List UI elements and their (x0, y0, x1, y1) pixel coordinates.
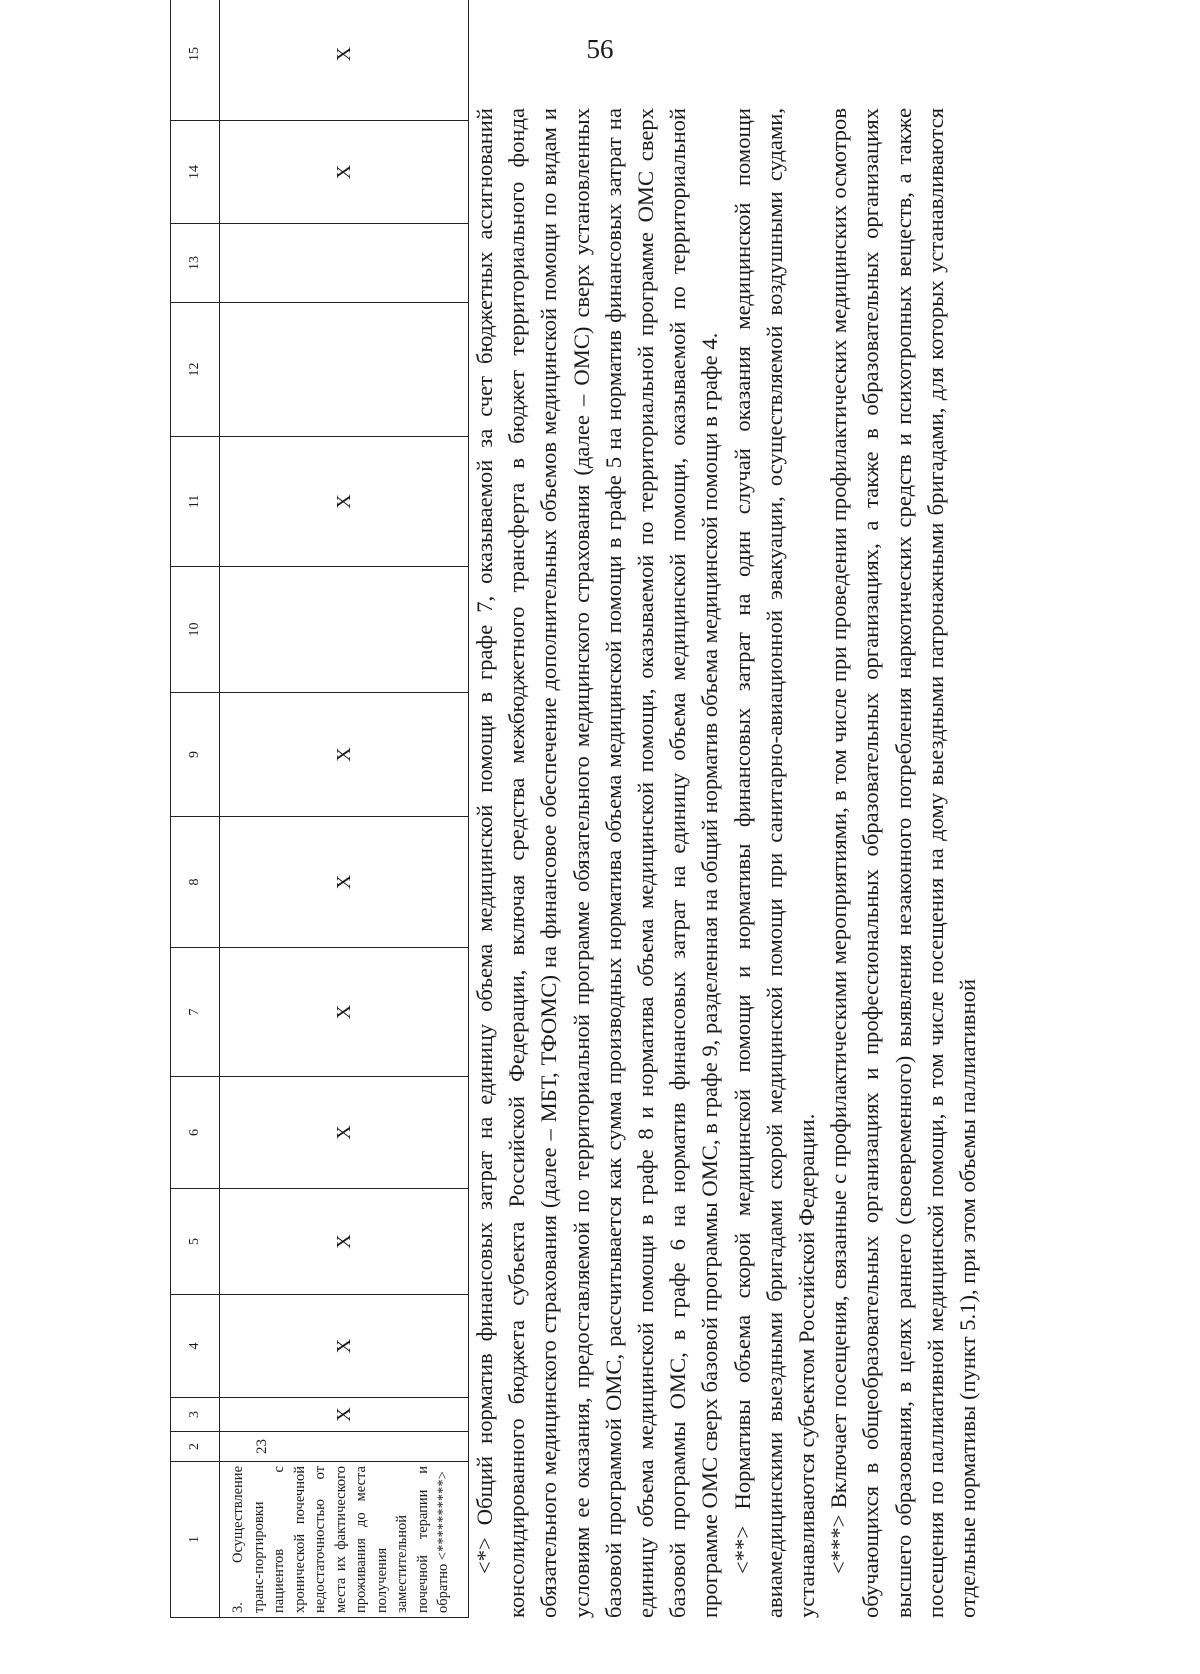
page-number: 56 (586, 34, 614, 64)
footnote: <*> Общий норматив финансовых затрат на единицу объема медицинской помощи в графе 7, оказываемой за счет бюджетных ассигнований консолидированного бюджета субъекта Российской Федерации, включая средства межбюджетного трансферта в бюджет территориального фонда обязательного медицинского страхования (далее – МБТ, ТФОМС) на финансовое обеспечение дополнительных объемов медицинской помощи по видам и условиям ее оказания, предоставляемой по территориальной программе обязательного медицинского страхования (далее – ОМС) сверх установленных базовой программой ОМС, рассчитывается как сумма производных норматива объема медицинской помощи в графе 5 на норматив финансовых затрат на единицу объема медицинской помощи в графе 8 и норматива объема медицинской помощи, оказываемой по территориальной программе ОМС сверх базовой программы ОМС, в графе 6 на норматив финансовых затрат на единицу объема медицинской помощи, оказываемой по территориальной программе ОМС сверх базовой программы ОМС, в графе 9, разделенная на общий норматив объема медицинской помощи в графе 4. (472, 108, 723, 1618)
column-number: 9 (171, 693, 220, 817)
table-cell: X (220, 1189, 469, 1295)
column-number: 2 (171, 1432, 220, 1462)
column-number: 6 (171, 1077, 220, 1189)
column-number: 5 (171, 1189, 220, 1295)
column-number: 1 (171, 1462, 220, 1618)
table-cell: X (220, 437, 469, 567)
row-description: 3. Осуществление транс-портировки пациентов с хронической почечной недостаточностью от места их фактического проживания до места получения заместительной почечной терапии и обратно <**********> (220, 1462, 469, 1618)
table-cell (220, 224, 469, 303)
column-number: 3 (171, 1398, 220, 1432)
norms-table (170, 0, 469, 1618)
footnote: <***> Включает посещения, связанные с профилактическими мероприятиями, в том числе при проведении профилактических медицинских осмотров обучающихся в общеобразовательных организациях и профессиональных образовательных организациях, а также в образовательных организациях высшего образования, в целях раннего (своевременного) выявления незаконного потребления наркотических средств и психотропных веществ, а также посещения по паллиативной медицинской помощи, в том числе посещения на дому выездными патронажными бригадами, для которых устанавливаются отдельные нормативы (пункт 5.1), при этом объемы паллиативной (826, 108, 981, 1618)
table-cell (220, 567, 469, 693)
table-row (220, 0, 469, 1618)
table-cell: X (220, 1077, 469, 1189)
table-cell: X (220, 121, 469, 224)
table-cell: X (220, 1295, 469, 1398)
column-number: 11 (171, 437, 220, 567)
table-cell: 23 (220, 1432, 469, 1462)
rotated-page-content (170, 46, 1050, 1618)
column-number: 10 (171, 567, 220, 693)
column-number: 14 (171, 121, 220, 224)
column-number: 8 (171, 817, 220, 948)
table-header-row (171, 0, 220, 1618)
table-cell: X (220, 693, 469, 817)
table-cell: X (220, 817, 469, 948)
table-cell (220, 303, 469, 437)
column-number: 13 (171, 224, 220, 303)
column-number: 7 (171, 948, 220, 1077)
column-number: 4 (171, 1295, 220, 1398)
table-cell: X (220, 948, 469, 1077)
footnotes (469, 108, 984, 1618)
footnote: <**> Нормативы объема скорой медицинской помощи и нормативы финансовых затрат на один случай оказания медицинской помощи авиамедицинскими выездными бригадами скорой медицинской помощи при санитарно-авиационной эвакуации, осуществляемой воздушными судами, устанавливаются субъектом Российской Федерации. (729, 108, 820, 1618)
table-cell: X (220, 0, 469, 121)
table-cell: X (220, 1398, 469, 1432)
column-number: 12 (171, 303, 220, 437)
column-number: 15 (171, 0, 220, 121)
